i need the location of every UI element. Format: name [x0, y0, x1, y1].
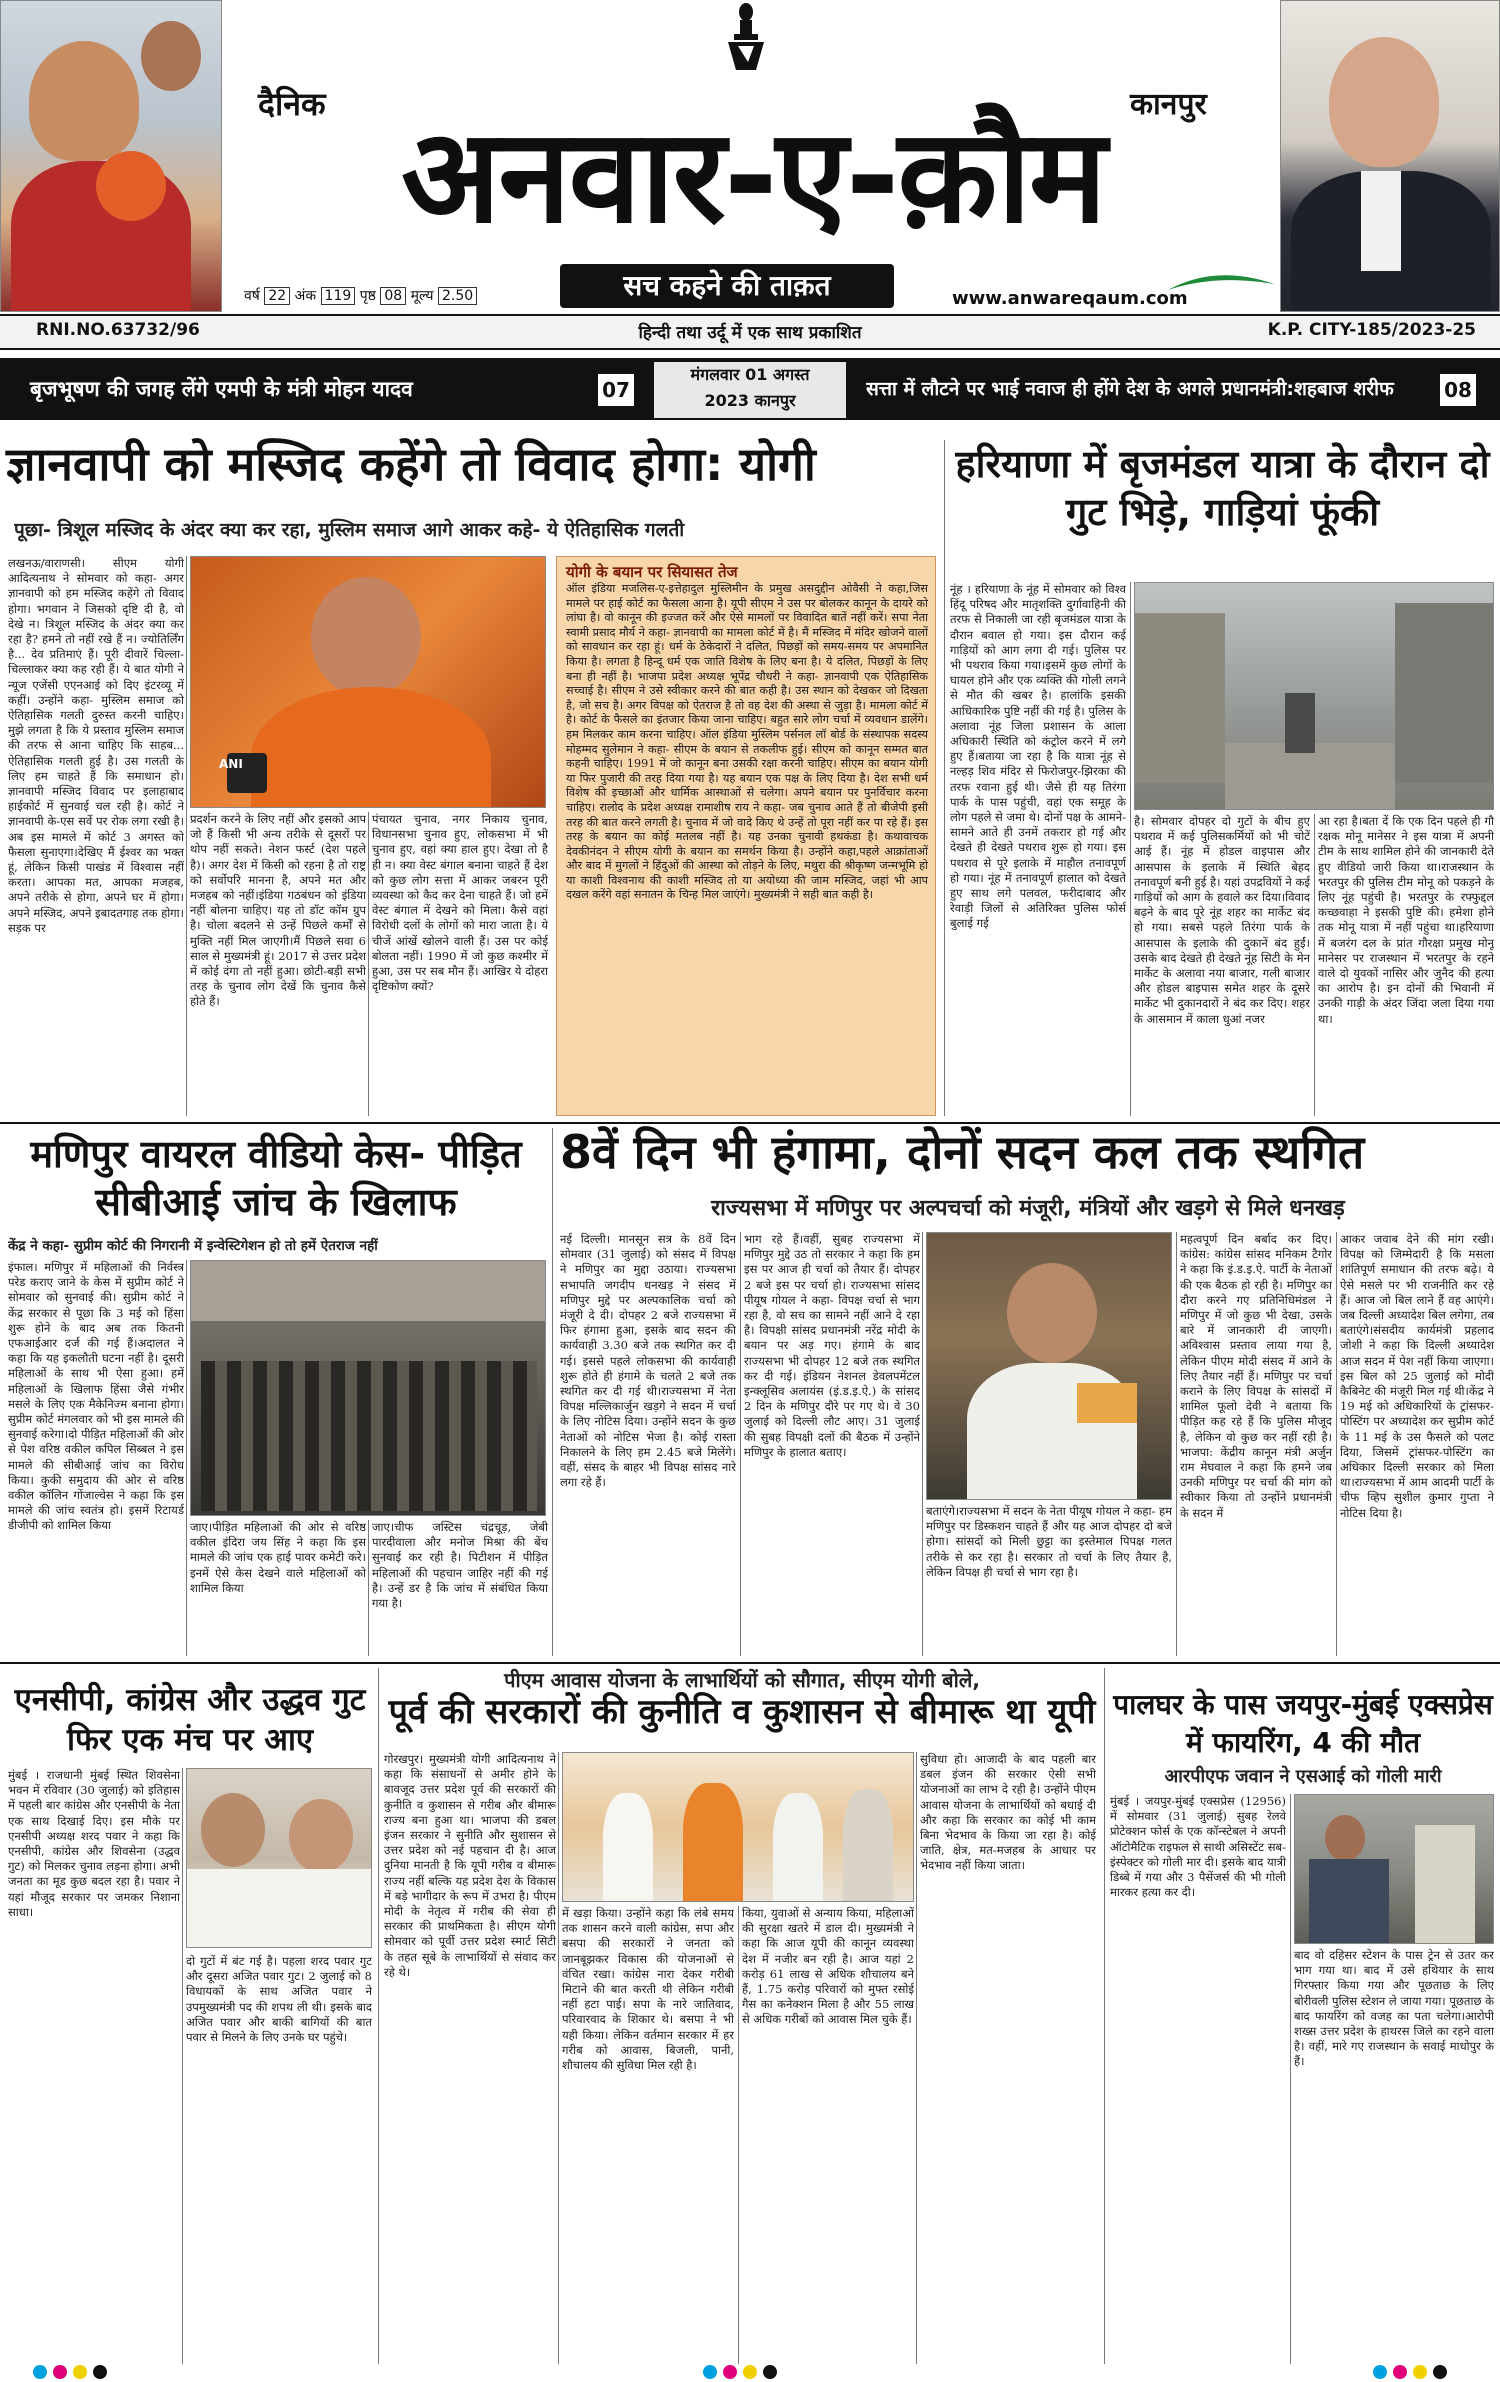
pages-value: 08	[380, 287, 406, 305]
story4-col5: आकर जवाब देने की मांग रखी। विपक्ष को जिम्मेदारी है कि मसला शांतिपूर्ण समाधान की तरफ बढ़े। ये ऐसे मसले पर भी राजनीति कर रहे हैं। आज जो बिल लाने हैं वह आएंगे। जब दिल्ली अध्यादेश बिल लगेगा, तब बताएंगे।संसदीय कार्यमंत्री प्रहलाद जोशी ने कहा कि दिल्ली अध्यादेश आज सदन में पेश नहीं किया जाएगा। इस बिल को 25 जुलाई को मोदी कैबिनेट की मंजूरी मिल गई थी।केंद्र ने 19 मई को अधिकारियों के ट्रांसफर-पोस्टिंग पर अध्यादेश कर सुप्रीम कोर्ट के 11 मई के उस फैसले को पलट दिया, जिसमें ट्रांसफर-पोस्टिंग का अधिकार दिल्ली सरकार को मिला था।राज्यसभा में आम आदमी पार्टी के चीफ व्हिप सुशील कुमार गुप्ता ने नोटिस दिया है।	[1340, 1232, 1494, 1520]
date-box	[652, 360, 848, 420]
sidebar-title: योगी के बयान पर सियासत तेज	[566, 563, 738, 581]
story5-headline: एनसीपी, कांग्रेस और उद्धव गुट फिर एक मंच पर आए	[14, 1682, 366, 1758]
story7-col1: मुंबई । जयपुर-मुंबई एक्सप्रेस (12956) में सोमवार (31 जुलाई) सुबह रेलवे प्रोटेक्शन फोर्स के एक कॉन्स्टेबल ने अपनी ऑटोमैटिक राइफल से साथी असिस्टेंट सब-इंस्पेक्टर को गोली मार दी। इसके बाद यात्री डिब्बे में गया और 3 पैसेंजर्स की भी गोली मारकर हत्या कर दी।	[1110, 1794, 1286, 1900]
story6-col4: सुविधा हो। आजादी के बाद पहली बार डबल इंजन की सरकार ऐसी सभी योजनाओं का लाभ दे रही है। उन्होंने पीएम आवास योजना के लाभार्थियों को बधाई दी और कहा कि सरकार का कोई भी काम बिना भेदभाव के किया जा रहा है। कोई जाति, क्षेत्र, मत-मजहब के आधार पर भेदभाव नहीं किया जाता।	[920, 1752, 1096, 1873]
story6-col2: में खड़ा किया। उन्होंने कहा कि लंबे समय तक शासन करने वाली कांग्रेस, सपा और बसपा की सरकारों ने जनता को जानबूझकर विकास की योजनाओं से वंचित रखा। कांग्रेस नारा देकर गरीबी मिटाने की बात करती थी लेकिन गरीबी नहीं हटा पाई। सपा के नारे जातिवाद, परिवारवाद के शिकार थे। बसपा ने भी यही किया। लेकिन वर्तमान सरकार में हर गरीब को आवास, बिजली, पानी, शौचालय की सुविधा मिल रही है।	[562, 1906, 734, 2073]
story4-subheadline: राज्यसभा में मणिपुर पर अल्पचर्चा को मंजूरी, मंत्रियों और खड़गे से मिले धनखड़	[711, 1196, 1345, 1221]
masthead-photo-left	[0, 0, 222, 312]
story2-headline: हरियाणा में बृजमंडल यात्रा के दौरान दो गुट भिड़े, गाड़ियां फूंकी	[955, 442, 1490, 534]
story1-headline: ज्ञानवापी को मस्जिद कहेंगे तो विवाद होगा: योगी	[6, 437, 816, 491]
col-rule	[1314, 814, 1315, 1116]
story5-col1: मुंबई । राजधानी मुंबई स्थित शिवसेना भवन में रविवार (30 जुलाई) को इतिहास में पहली बार कांग्रेस और एनसीपी के नेता एक साथ दिखाई दिए। इस मौके पर एनसीपी अध्यक्ष शरद पवार ने कहा कि एनसीपी, कांग्रेस और शिवसेना (उद्धव गुट) को मिलकर चुनाव लड़ना होगा। अभी जनता का मूड कुछ बदल रहा है। पवार ने यहां मौजूद सरकार पर जमकर निशाना साधा।	[8, 1768, 180, 1919]
col-rule	[182, 1768, 183, 2364]
story5-col2: दो गुटों में बंट गई है। पहला शरद पवार गुट और दूसरा अजित पवार गुट। 2 जुलाई को 8 विधायकों के साथ अजित पवार ने उपमुख्यमंत्री पद की शपथ ली थी। इसके बाद अजित पवार और बाकी बागियों की बात पवार से मिलने के लिए उनके घर पहुंचे।	[186, 1954, 372, 2045]
col-rule	[558, 1752, 559, 2364]
col-rule	[368, 1520, 369, 1656]
story6-col3: किया, युवाओं से अन्याय किया, महिलाओं की सुरक्षा खतरे में डाल दी। मुख्यमंत्री ने कहा कि आज यूपी की कानून व्यवस्था देश में नजीर बन रही है। आज यहां 2 करोड़ 61 लाख से अधिक शौचालय बने हैं, 1.75 करोड़ परिवारों को मुफ्त रसोई गैस का कनेक्शन मिला है और 55 लाख से अधिक गरीबों को आवास मिल चुके हैं।	[742, 1906, 914, 2027]
index-right-link[interactable]: सत्ता में लौटने पर भाई नवाज ही होंगे देश के अगले प्रधानमंत्री:शहबाज शरीफ	[866, 378, 1394, 400]
col-rule	[1176, 1232, 1177, 1656]
price-value: 2.50	[438, 287, 477, 305]
story2-photo	[1134, 582, 1494, 810]
col-rule	[922, 1232, 923, 1656]
section-divider	[0, 1122, 1500, 1124]
col-rule	[740, 1232, 741, 1656]
story1-col3: पंचायत चुनाव, नगर निकाय चुनाव, विधानसभा चुनाव हुए, लोकसभा में भी चुनाव हुए, वहां क्या हाल हुए। देखा तो है ही न। क्या वेस्ट बंगाल बनाना चाहते हैं देश को कुछ लोग सत्ता में आकर जबरन पूरी व्यवस्था को कैद कर देना चाहते हैं। जो हमें वेस्ट बंगाल में देखने को मिला। कैसे वहां विरोधी दलों के लोगों को मारा जाता है। ये चीजें आंखें खोलने वाली हैं। उस पर कोई बोलता नहीं। 1990 में जो कुछ कश्मीर में हुआ, उस पर सब मौन हैं। आखिर ये दोहरा दृष्टिकोण क्यों?	[372, 812, 548, 994]
languages-note: हिन्दी तथा उर्दू में एक साथ प्रकाशित	[638, 323, 862, 343]
col-rule	[738, 1906, 739, 2364]
story7-headline: पालघर के पास जयपुर-मुंबई एक्सप्रेस में फायरिंग, 4 की मौत	[1113, 1688, 1493, 1759]
story6-kicker: पीएम आवास योजना के लाभार्थियों को सौगात, सीएम योगी बोले,	[504, 1668, 980, 1692]
color-registration-marks	[1370, 2364, 1450, 2380]
story6-headline: पूर्व की सरकारों की कुनीति व कुशासन से बीमारू था यूपी	[388, 1692, 1096, 1732]
vol-value: 22	[264, 287, 290, 305]
story1-col1: लखनऊ/वाराणसी। सीएम योगी आदित्यनाथ ने सोमवार को कहा- अगर ज्ञानवापी को हम मस्जिद कहेंगे तो विवाद होगा। भगवान ने जिसको दृष्टि दी है, वो देखे न। त्रिशूल मस्जिद के अंदर क्या कर रहा है? हमने तो नहीं रखे हैं न। ज्योतिर्लिंग है... देव प्रतिमाएं हैं। पूरी दीवारें चिल्ला-चिल्लाकर क्या कह रही हैं। ये बात योगी ने न्यूज एजेंसी एएनआई को दिए इंटरव्यू में कहीं। उन्होंने कहा- मुस्लिम समाज को ऐतिहासिक गलती दुरुस्त करनी चाहिए। मुझे लगता है कि ये प्रस्ताव मुस्लिम समाज की तरफ से आना चाहिए कि साहब... ऐतिहासिक गलती हुई है। उस गलती के लिए हम चाहते हैं कि समाधान हो।ज्ञानवापी मस्जिद विवाद पर इलाहाबाद हाईकोर्ट में सुनवाई चल रही है। कोर्ट ने ज्ञानवापी के-एस सर्वे पर रोक लगा रखी है। अब इस मामले में कोर्ट 3 अगस्त को फैसला सुनाएगा।देखिए मैं ईश्वर का भक्त हूं, लेकिन किसी पाखंड में विश्वास नहीं करता। आपका मत, आपका मजहब, अपने तरीके से होगा, अपने घर में होगा। अपने मस्जिद, अपने इबादतगाह तक होगा। सड़क पर	[8, 556, 184, 935]
rni-number: RNI.NO.63732/96	[36, 320, 200, 340]
story2-col1: नूंह । हरियाणा के नूंह में सोमवार को विश्व हिंदू परिषद और मातृशक्ति दुर्गावाहिनी की तरफ से निकाली जा रही बृजमंडल यात्रा के दौरान बवाल हो गया। इस दौरान कई गाड़ियों को आग लगा दी गई। पुलिस पर भी पथराव किया गया।इसमें कुछ लोगों के घायल होने और एक व्यक्ति की गोली लगने से मौत की खबर है। हालांकि इसकी आधिकारिक पुष्टि नहीं की गई है। पुलिस के अलावा नूंह जिला प्रशासन के आला अधिकारी स्थिति को कंट्रोल करने में लगे हुए हैं।बताया जा रहा है कि यात्रा नूंह से नल्हड़ शिव मंदिर से फिरोजपुर-झिरका की तरफ रवाना हुई थी। जैसे ही यह तिरंगा पार्क के पास पहुंची, वहां एक समूह के लोग पहले से जमा थे। दोनों पक्ष के आमने-सामने आते ही उनमें तकरार हो गई और देखते ही देखते पथराव शुरू हो गया। इस पथराव से पूरे इलाके में माहौल तनावपूर्ण हो गया। नूंह में तनावपूर्ण हालात को देखते हुए साथ लगे पलवल, फरीदाबाद और रेवाड़ी जिलों से अतिरिक्त पुलिस फोर्स बुलाई गई	[950, 582, 1126, 931]
col-rule	[378, 1668, 379, 2364]
index-left-link[interactable]: बृजभूषण की जगह लेंगे एमपी के मंत्री मोहन यादव	[30, 377, 413, 401]
issue-value: 119	[321, 287, 356, 305]
story4-col3: बताएंगे।राज्यसभा में सदन के नेता पीयूष गोयल ने कहा- हम मणिपुर पर डिस्कशन चाहते हैं और यह आज दोपहर दो बजे होगा। सांसदों को मिली छुट्टा का इस्तेमाल पिपक्ष गलत तरीके से कर रहा है। सरकार तो चर्चा के लिए तैयार है, लेकिन विपक्ष ही चर्चा से भाग रहा है।	[926, 1504, 1172, 1579]
story7-photo	[1294, 1794, 1494, 1944]
section-divider	[0, 1662, 1500, 1664]
story5-photo	[186, 1768, 372, 1948]
story3-subheadline: केंद्र ने कहा- सुप्रीम कोर्ट की निगरानी में इन्वेस्टिगेशन हो तो हमें ऐतराज नहीं	[8, 1238, 378, 1254]
masthead-daily: दैनिक	[258, 85, 326, 123]
col-rule	[916, 1752, 917, 2364]
story3-col2: जाए।पीड़ित महिलाओं की ओर से वरिष्ठ वकील इंदिरा जय सिंह ने कहा कि इस मामले की जांच एक हाई पावर कमेटी करे। इनमें ऐसे केस देखने वाले महिलाओं को शामिल किया	[190, 1520, 366, 1595]
story4-photo	[926, 1232, 1172, 1500]
story1-col2: प्रदर्शन करने के लिए नहीं और इसको आप जो हैं किसी भी अन्य तरीके से दूसरों पर थोप नहीं सकते। नेशन फर्स्ट (देश पहले है)। अगर देश में किसी को रहना है तो राष्ट्र को सर्वोपरि मानना है, अपने मत और मजहब को नहीं।इंडिया गठबंधन को इंडिया नहीं बोलना चाहिए। यह तो डॉट कॉम ग्रुप है। चोला बदलने से उन्हें पिछले कर्मों से मुक्ति नहीं मिल जाएगी।मैं पिछले सवा 6 साल से मुख्यमंत्री हूं। 2017 से उत्तर प्रदेश में कोई दंगा तो नहीं हुआ। छोटी-बड़ी सभी तरह के चुनाव लोग देखें कि चुनाव कैसे होते हैं।	[190, 812, 366, 1009]
col-rule	[552, 1128, 553, 1656]
story3-col1: इंफाल। मणिपुर में महिलाओं की निर्वस्त्र परेड कराए जाने के केस में सुप्रीम कोर्ट ने सोमवार को सुनवाई की। सुप्रीम कोर्ट ने केंद्र सरकार से पूछा कि 3 मई को हिंसा शुरू होने के बाद अब तक कितनी एफआईआर दर्ज की गई हैं।अदालत ने कहा कि यह इकलौती घटना नहीं है। दूसरी महिलाओं के साथ भी ऐसा हुआ। हमें महिलाओं के खिलाफ हिंसा जैसे गंभीर मसले के लिए एक मैकेनिज्म बनाना होगा। सुप्रीम कोर्ट मंगलवार को भी इस मामले की सुनवाई करेगा।दो पीड़ित महिलाओं की ओर से पेश वरिष्ठ वकील कपिल सिब्बल ने इस मामले की सीबीआई जांच का विरोध किया। कुकी समुदाय की ओर से वरिष्ठ वकील कॉलिन गोंजाल्वेस ने कहा कि इस मामले की जांच स्वतंत्र हो। इसमें रिटायर्ड डीजीपी को शामिल किया	[8, 1260, 184, 1533]
story3-headline: मणिपुर वायरल वीडियो केस- पीड़ित सीबीआई जांच के खिलाफ	[30, 1132, 522, 1224]
color-registration-marks	[700, 2364, 780, 2380]
vol-label: वर्ष	[244, 288, 260, 304]
story2-col2: है। सोमवार दोपहर दो गुटों के बीच हुए पथराव में कई पुलिसकर्मियों को भी चोटें आई हैं। नूंह में होडल वाइपास और आसपास के इलाके में स्थिति बेहद तनावपूर्ण बनी हुई है। यहां उपद्रवियों ने कई गाड़ियों को आग के हवाले कर दिया।विवाद बढ़ने के बाद पूरे नूंह शहर का मार्केट बंद हो गया। सबसे पहले तिरंगा पार्क के आसपास के इलाके की दुकानें बंद हुईं। उसके बाद देखते ही देखते नूंह सिटी के मेन मार्केट के अलावा नया बाजार, गली बाजार और होडल बाइपास समेत शहर के दूसरे मार्केट भी दुकानदारों ने बंद कर दिए। शहर के आसमान में काला धुआं नजर	[1134, 814, 1310, 1026]
tagline-banner: सच कहने की ताक़त	[560, 264, 894, 308]
volume-info	[244, 286, 477, 305]
index-left-page[interactable]: 07	[598, 374, 634, 406]
story4-col1: नई दिल्ली। मानसून सत्र के 8वें दिन सोमवार (31 जुलाई) को संसद में विपक्ष ने मणिपुर का मुद्दा उठाया। राज्यसभा सभापति जगदीप धनखड़ ने संसद में मणिपुर मुद्दे पर अल्पकालिक चर्चा को मंजूरी दे दी। दोपहर 2 बजे राज्यसभा में फिर हंगामा हुआ, इसके बाद सदन की कार्यवाही 3.30 बजे तक स्थगित कर दी गई। इससे पहले लोकसभा की कार्यवाही शुरू होते ही हंगामे के चलते 2 बजे तक स्थगित कर दी गई थी।राज्यसभा में नेता विपक्ष मल्लिकार्जुन खड़गे ने सदन में चर्चा के लिए नोटिस दिया। उन्होंने सदन के कुछ नेताओं को नोटिस भेजा है। कोई रास्ता निकालने के लिए हम 2.45 बजे मिलेंगे। वहीं, संसद के बाहर भी विपक्ष सांसद नारे लगा रहे हैं।	[560, 1232, 736, 1490]
price-label: मूल्य	[410, 288, 434, 304]
story1-subheadline: पूछा- त्रिशूल मस्जिद के अंदर क्या कर रहा, मुस्लिम समाज आगे आकर कहे- ये ऐतिहासिक गलती	[14, 519, 685, 541]
story6-photo	[562, 1752, 914, 1902]
color-registration-marks	[30, 2364, 110, 2380]
story1-photo	[190, 556, 546, 808]
story4-col2: भाग रहे हैं।वहीं, सुबह राज्यसभा में मणिपुर मुद्दे उठ तो सरकार ने कहा कि हम इस पर आज ही चर्चा को तैयार हैं। दोपहर 2 बजे इस पर चर्चा हो। राज्यसभा सांसद पीयूष गोयल ने कहा- विपक्ष चर्चा से भाग रहा है, वो सच का सामने नहीं आने दे रहा है। विपक्षी सांसद प्रधानमंत्री नरेंद्र मोदी के बयान पर अड़ गए। हंगामे के बाद राज्यसभा भी दोपहर 12 बजे तक स्थगित कर दी गई। इंडियन नेशनल डेवलपमेंटल इन्क्लूसिव अलायंस (इं.ड.इ.ऐ.) के सांसद 2 दिन के मणिपुर दौरे पर गए थे। वे 30 जुलाई को दिल्ली लौट आए। 31 जुलाई की सुबह विपक्षी दलों की बैठक में उन्होंने मणिपुर के हालात बताए।	[744, 1232, 920, 1459]
issue-label: अंक	[294, 288, 317, 304]
story7-subheadline: आरपीएफ जवान ने एसआई को गोली मारी	[1164, 1766, 1442, 1787]
col-rule	[944, 440, 945, 1116]
masthead-photo-right	[1280, 0, 1500, 312]
col-rule	[368, 812, 369, 1116]
col-rule	[186, 1260, 187, 1656]
index-right-page[interactable]: 08	[1440, 374, 1476, 406]
emblem-icon	[718, 2, 774, 72]
story4-col4: महत्वपूर्ण दिन बर्बाद कर दिए। कांग्रेस: कांग्रेस सांसद मनिकम टैगोर ने कहा कि इं.ड.इ.ऐ. पार्टी के नेताओं की एक बैठक हो रही है। मणिपुर का दौरा करने गए प्रतिनिधिमंडल ने मणिपुर में जो कुछ भी देखा, उसके बारे में जानकारी दी जाएगी। अविश्वास प्रस्ताव लाया गया है, लेकिन पीएम मोदी संसद में आने के लिए तैयार नहीं हैं। मणिपुर पर चर्चा कराने के लिए विपक्ष के सांसदों में शामिल फूलो देवी ने बताया कि पीड़ित कह रहे हैं कि पुलिस मौजूद है, लेकिन वो कुछ कर नहीं रही है। भाजपा: केंद्रीय कानून मंत्री अर्जुन राम मेघवाल ने कहा कि हमने जब उनकी मणिपुर पर चर्चा की मांग को स्वीकार किया तो उन्होंने प्रधानमंत्री के सदन में	[1180, 1232, 1332, 1520]
col-rule	[1130, 582, 1131, 1116]
story7-col2: बाद वो दहिसर स्टेशन के पास ट्रेन से उतर कर भाग गया था। बाद में उसे हथियार के साथ गिरफ्तार किया गया और पूछताछ के लिए बोरीवली पुलिस स्टेशन ले जाया गया। पूछताछ के बाद फायरिंग को वजह का पता चलेगा।आरोपी शख्स उत्तर प्रदेश के हाथरस जिले का रहने वाला है। वहीं, मारे गए राजस्थान के सवाई माधोपुर के हैं।	[1294, 1948, 1494, 2069]
col-rule	[1104, 1668, 1105, 2364]
story4-headline: 8वें दिन भी हंगामा, दोनों सदन कल तक स्थगित	[560, 1125, 1365, 1179]
ani-mic-label: ANI	[219, 757, 243, 771]
pages-label: पृष्ठ	[359, 288, 376, 304]
col-rule	[1290, 1794, 1291, 2364]
masthead-title: अनवार-ए-क़ौम	[401, 100, 1105, 252]
story3-photo	[190, 1260, 546, 1516]
col-rule	[1336, 1232, 1337, 1656]
date-line: मंगलवार 01 अगस्त	[690, 365, 810, 384]
story2-col3: आ रहा है।बता दें कि एक दिन पहले ही गौ रक्षक मोनू मानेसर ने इस यात्रा में अपनी टीम के साथ शामिल होने की जानकारी देते हुए वीडियो जारी किया था।राजस्थान के भरतपुर की पुलिस टीम मोनू को पकड़ने के लिए नूंह पहुंची है। भरतपुर के रफ्फुद्दल कच्छवाहा ने इसकी पुष्टि की। हमेशा होने तक मोनू यात्रा में नहीं पहुंचा था।हरियाणा में बजरंग दल के प्रांत गौरक्षा प्रमुख मोनू मानेसर पर राजस्थान में भरतपुर के रहने वाले दो युवकों नासिर और जुनैद की हत्या का आरोप है। इन दोनों की भिवानी में उनकी गाड़ी के अंदर जिंदा जला दिया गया था।	[1318, 814, 1494, 1026]
masthead-city: कानपुर	[1130, 87, 1207, 122]
sidebar-text: ऑल इंडिया मजलिस-ए-इत्तेहादुल मुस्लिमीन के प्रमुख असदुद्दीन ओवैसी ने कहा,जिस मामले पर हाई कोर्ट का फैसला आना है। यूपी सीएम ने उस पर बोलकर कानून के दायरे को लांघा है। वो कानून की इज्जत करें और ऐसे मामलों पर विवादित बातें नहीं करें। सपा नेता स्वामी प्रसाद मौर्य ने कहा- ज्ञानवापी का मामला कोर्ट में है। मैं मस्जिद में मंदिर खोजने वालों को सावधान कर रहा हूं। धर्म के ठेकेदारों ने दलित, पिछड़ों को समय-समय पर अपमानित किया है। लगता है हिन्दू धर्म एक जाति विशेष के लिए बना है। ये दलित, पिछड़ों के लिए बना ही नहीं है। भाजपा प्रदेश अध्यक्ष भूपेंद्र चौधरी ने कहा- ज्ञानवापी एक ऐतिहासिक सच्चाई है। सीएम ने उसे स्वीकार करने की बात कही है। उस स्थान को देखकर जो दिखता है, जो सच है। अगर विपक्ष को ऐतराज है तो वह देश की अस्था से जुड़ा है। मामला कोर्ट में है। कोर्ट के फैसले का इंतजार किया जाना चाहिए। बहुत सारे लोग चर्चा में व्यवधान डालेंगे। हम मिलकर काम करना चाहिए। ऑल इंडिया मुस्लिम पर्सनल लॉ बोर्ड के संस्थापक सदस्य मोहम्मद सुलेमान ने कहा- सीएम के बयान से तकलीफ हुई। सीएम को कानून सम्मत बात कहनी चाहिए। 1991 में जो कानून बना उसकी रक्षा करनी चाहिए। सीएम का बयान योगी या फिर पुजारी की तरह दिया गया है। यह बयान एक पक्ष के लिए दिया है। देश सभी धर्म विशेष की इच्छाओं और धार्मिक आस्थाओं से चलेगा। अपने बयान पर पुनर्विचार करना चाहिए। रालोद के प्रदेश अध्यक्ष रामाशीष राय ने कहा- जब चुनाव आते हैं तो बीजेपी इसी तरह की बात करने लगती है। चुनाव में जो वादे किए थे उन्हें तो पूरा नहीं कर पा रहे हैं। इस तरह के बयान का कोई मतलब नहीं है। यह उनका चुनावी हथकंडा है। कथावाचक देवकीनंदन ने सीएम योगी के बयान का समर्थन किया है। उन्होंने कहा,पहले आक्रांताओं और बाद में मुगलों ने हिंदुओं की आस्था को तोड़ने के लिए, मथुरा की श्रीकृष्ण जन्मभूमि हो या काशी विश्वनाथ की काशी मस्जिद तो या अयोध्या की जाम मस्जिद, जहां भी आप दखल करेंगे वहां सनातन के चिन्ह मिल जाएंगे। मुख्यमंत्री ने सही बात कही है।	[566, 582, 928, 902]
kp-number: K.P. CITY-185/2023-25	[1267, 320, 1476, 340]
story3-col3: जाए।चीफ जस्टिस चंद्रचूड़, जेबी पारदीवाला और मनोज मिश्रा की बेंच सुनवाई कर रही है। पिटीशन में पीड़ित महिलाओं की पहचान जाहिर नहीं की गई है। उन्हें डर है कि जांच में संबंधित किया गया है।	[372, 1520, 548, 1611]
website: www.anwareqaum.com	[952, 288, 1188, 309]
col-rule	[186, 556, 187, 1116]
swoosh-icon	[1166, 270, 1276, 294]
story6-col1: गोरखपुर। मुख्यमंत्री योगी आदित्यनाथ ने कहा कि संसाधनों से अमीर होने के बावजूद उत्तर प्रदेश पूर्व की सरकारों की कुनीति व कुशासन से गरीब और बीमारू राज्य बना हुआ था। भाजपा की डबल इंजन सरकार ने सुनीति और सुशासन से उत्तर प्रदेश को नई पहचान दी है। आज दुनिया मानती है कि यूपी गरीब व बीमारू राज्य नहीं बल्कि यह प्रदेश देश के विकास में बड़े भागीदार के रूप में उभरा है। पीएम मोदी के नेतृत्व में गरीब की सेवा ही सरकार की प्राथमिकता है। सीएम योगी सोमवार को पूर्वी उत्तर प्रदेश स्मार्ट सिटी के तहत सूबे के लाभार्थियों से संवाद कर रहे थे।	[384, 1752, 556, 1979]
date-line-2: 2023 कानपुर	[704, 391, 796, 410]
